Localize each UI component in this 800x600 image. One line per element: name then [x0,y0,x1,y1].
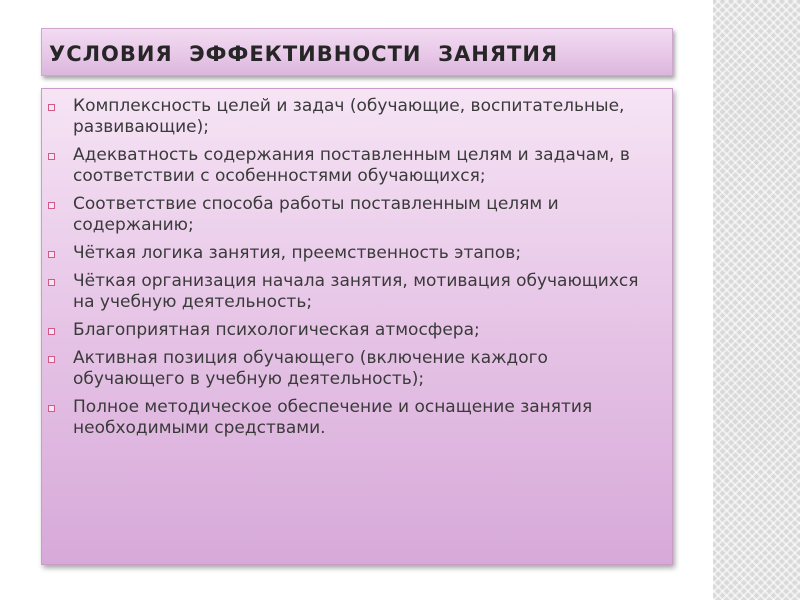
bullet-item [42,348,672,390]
bullet-text: Чёткая организация начала занятия, мотивация обучающихся на учебную деятельность; [73,271,639,312]
bullet-item [42,243,672,264]
bullet-item [42,145,672,187]
square-bullet-icon [48,405,55,412]
slide-title: УСЛОВИЯ ЭФФЕКТИВНОСТИ ЗАНЯТИЯ [49,42,559,66]
slide-title-bar [41,28,673,76]
decorative-side-stripe [713,0,800,600]
square-bullet-icon [48,153,55,160]
bullet-text: Адекватность содержания поставленным целям и задачам, в соответствии с особенностями обучающихся; [73,145,630,186]
bullet-item [42,320,672,341]
bullet-item [42,397,672,439]
bullet-text: Соответствие способа работы поставленным целям и содержанию; [73,194,559,235]
square-bullet-icon [48,356,55,363]
bullet-text: Благоприятная психологическая атмосфера; [73,320,480,340]
square-bullet-icon [48,328,55,335]
square-bullet-icon [48,279,55,286]
bullet-item [42,96,672,138]
bullet-text: Активная позиция обучающего (включение каждого обучающего в учебную деятельность); [73,348,548,389]
square-bullet-icon [48,202,55,209]
bullet-text: Комплексность целей и задач (обучающие, воспитательные, развивающие); [73,96,625,137]
bullet-text: Чёткая логика занятия, преемственность этапов; [73,243,522,263]
bullet-item [42,194,672,236]
bullet-item [42,271,672,313]
bullet-text: Полное методическое обеспечение и оснащение занятия необходимыми средствами. [73,397,593,438]
slide-content-box [41,88,673,565]
square-bullet-icon [48,251,55,258]
square-bullet-icon [48,104,55,111]
bullet-list [42,96,672,446]
